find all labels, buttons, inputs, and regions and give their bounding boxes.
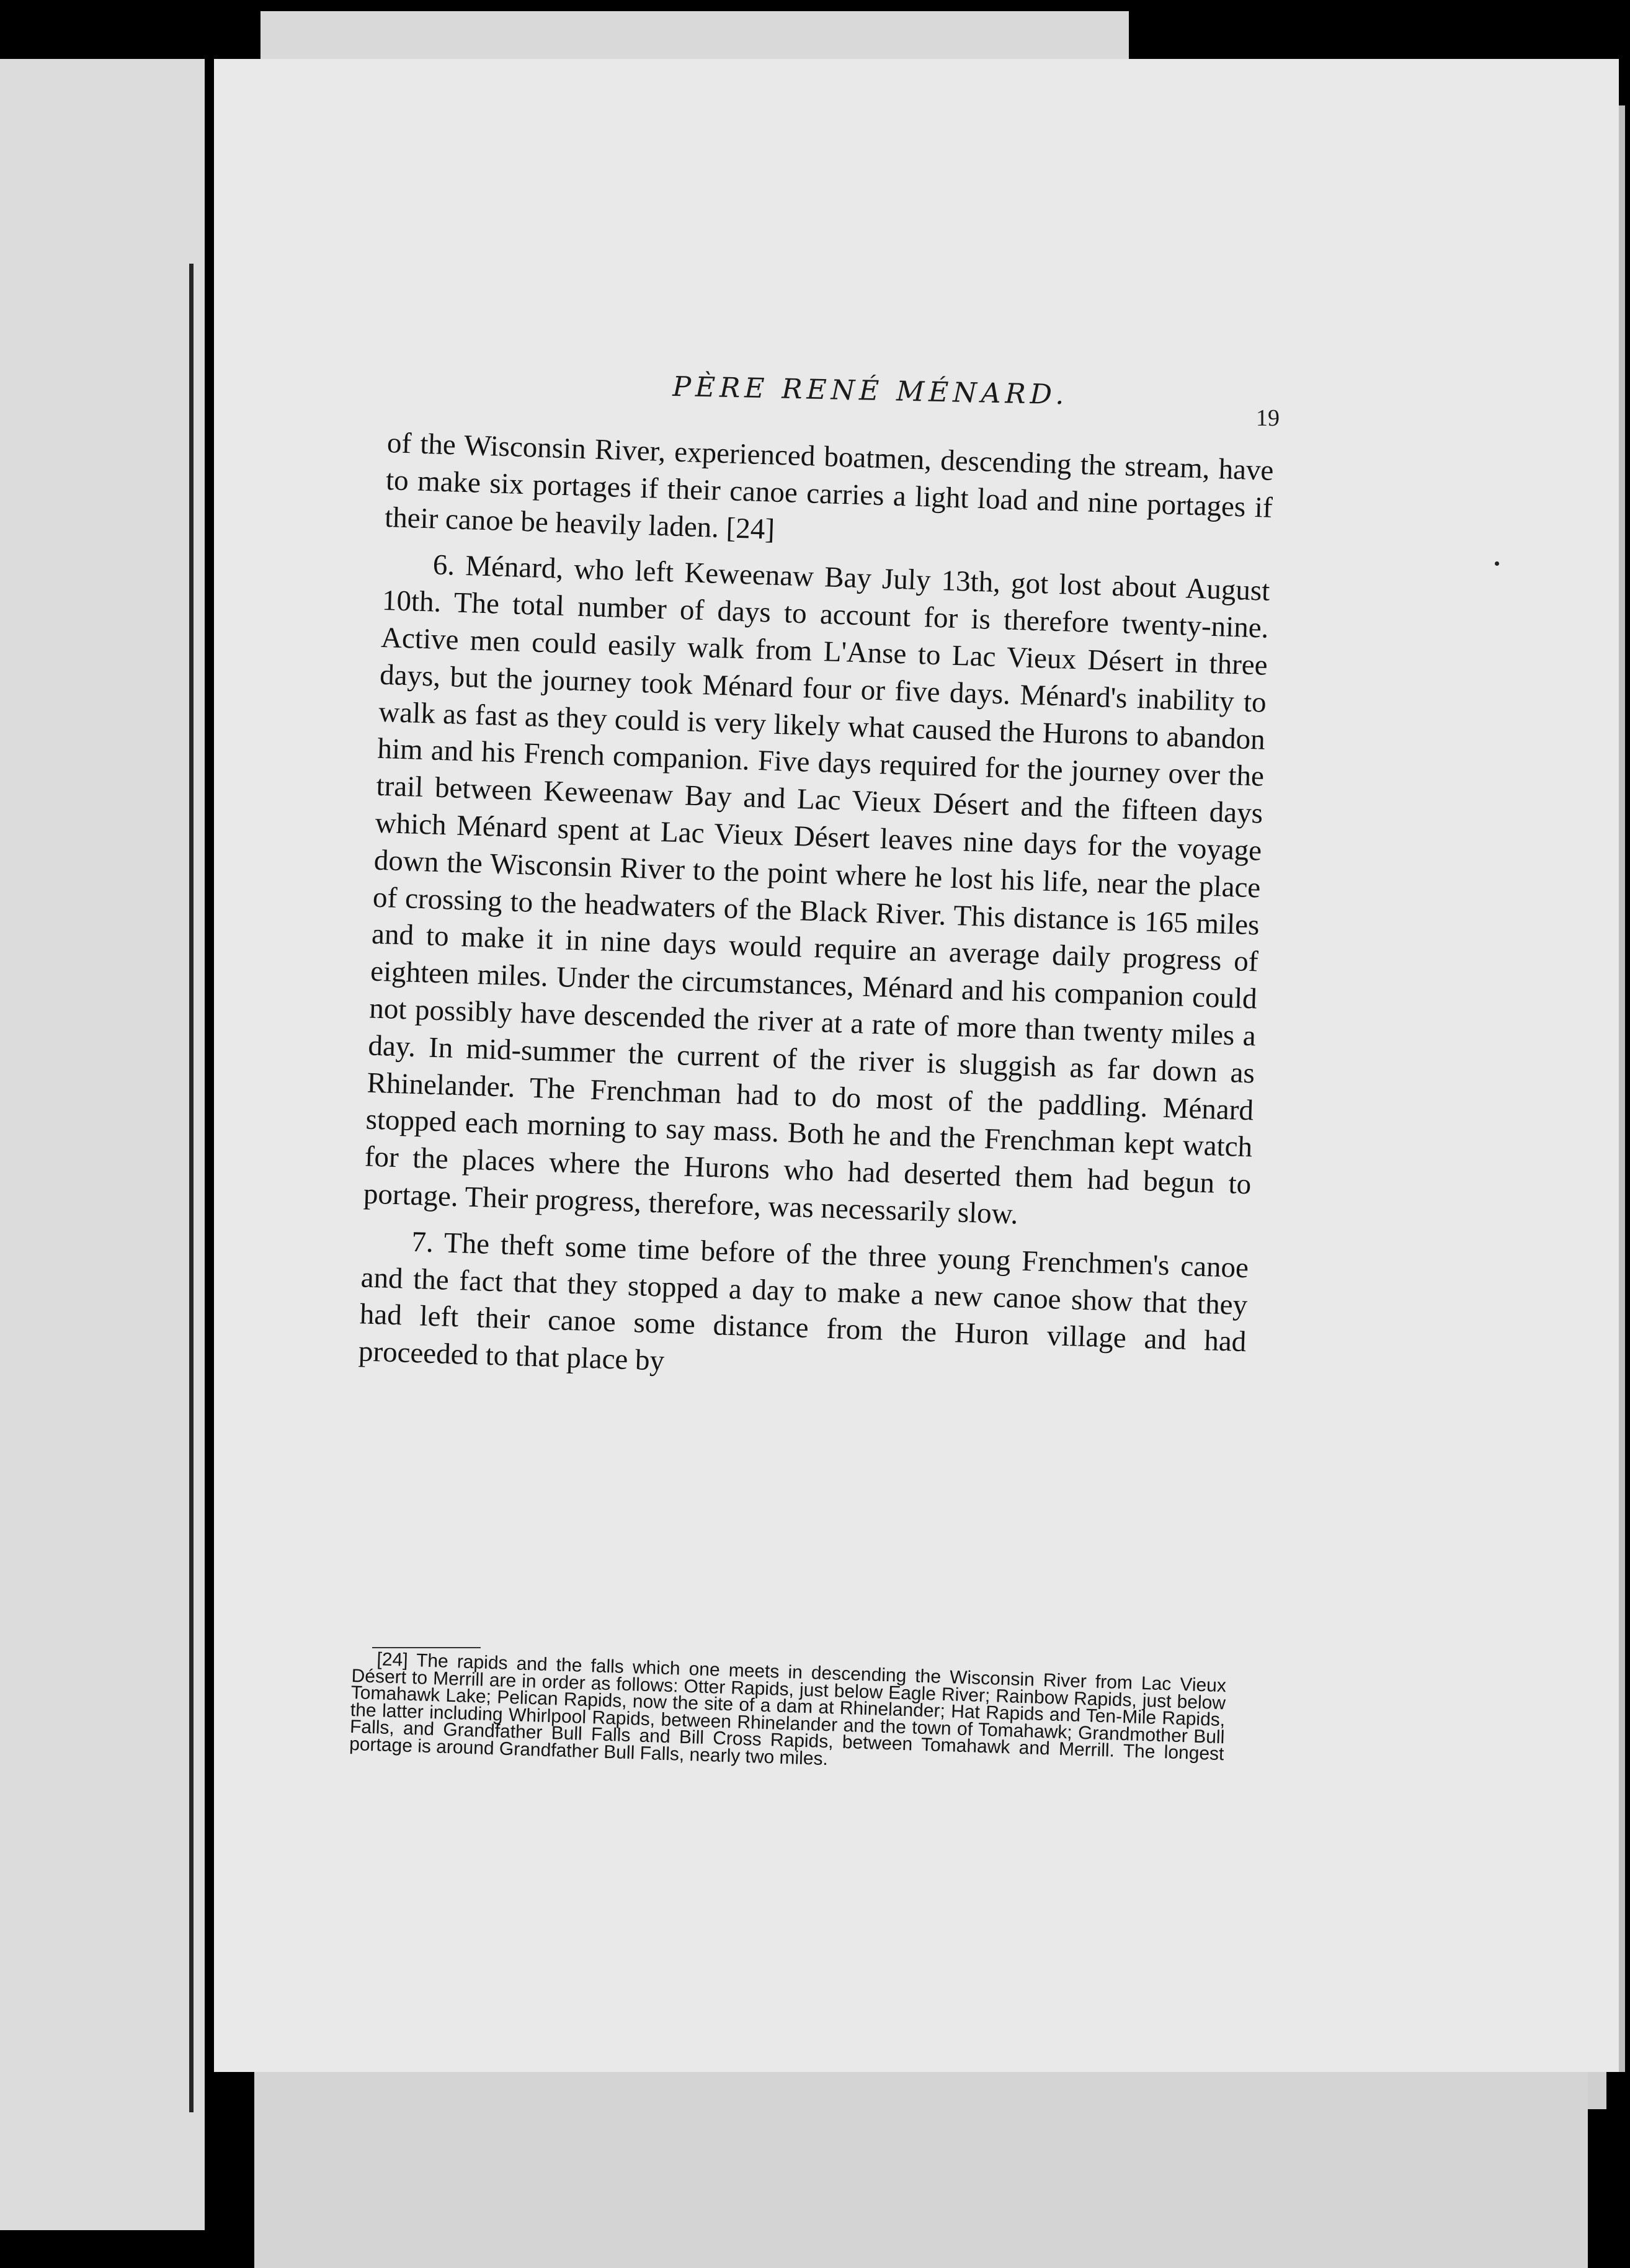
footnote-24: [24] The rapids and the falls which one meets in descending the Wisconsin River from Lac Vieux Désert to Merrill are in order as follows: Otter Rapids, just below Eagle River; Rainbow Rapids, just below Tomahawk Lake; Pelican Rapids, now the site of a dam at Rhinelander; Hat Rapids and Ten-Mile Rapids, the latter including Whirlpool Rapids, between Rhinelander and the town of Tomahawk; Grandmother Bull Falls, and Grandfather Bull Falls and Bill Cross Rapids, between Tomahawk and Merrill. The longest portage is around Grandfather Bull Falls, nearly two miles. (349, 1649, 1227, 1769)
paragraph-3: 7. The theft some time before of the three young Frenchmen's canoe and the fact that they stopped a day to make a new canoe show that they had left their canoe some distance from the Huron village and had proceeded to that place by (358, 1225, 1249, 1377)
scan-speck (1495, 561, 1499, 566)
paragraph-2: 6. Ménard, who left Keweenaw Bay July 13th, got lost about August 10th. The total number of days to account for is therefore twenty-nine. Active men could easily walk from L'Anse to Lac Vieux Désert in three days, but the journey took Ménard four or five days. Ménard's inability to walk as fast as they could is very likely what caused the Hurons to abandon him and his French companion. Five days required for the journey over the trail between Keweenaw Bay and Lac Vieux Désert and the fifteen days which Ménard spent at Lac Vieux Désert leaves nine days for the voyage down the Wisconsin River to the point where he lost his life, near the place of crossing to the headwaters of the Black River. This distance is 165 miles and to make it in nine days would require an average daily progress of eighteen miles. Under the circumstances, Ménard and his companion could not possibly have descended the river at a rate of more than twenty miles a day. In mid-summer the current of the river is sluggish as far down as Rhinelander. The Frenchman had to do most of the paddling. Ménard stopped each morning to say mass. Both he and the Frenchman kept watch for the places where the Hurons who had deserted them had begun to portage. Their progress, therefore, was necessarily slow. (363, 548, 1271, 1231)
binding-wire (189, 264, 194, 2112)
paragraph-1: of the Wisconsin River, experienced boatmen, descending the stream, have to make six portages if their canoe carries a light load and nine portages if their canoe be heavily laden. [24] (384, 426, 1275, 546)
footnote-rule (372, 1647, 481, 1648)
page-number: 19 (1256, 405, 1280, 431)
facing-page-left (0, 59, 205, 2230)
body-text (358, 425, 1274, 1398)
running-title: PÈRE RENÉ MÉNARD. (672, 371, 1069, 411)
